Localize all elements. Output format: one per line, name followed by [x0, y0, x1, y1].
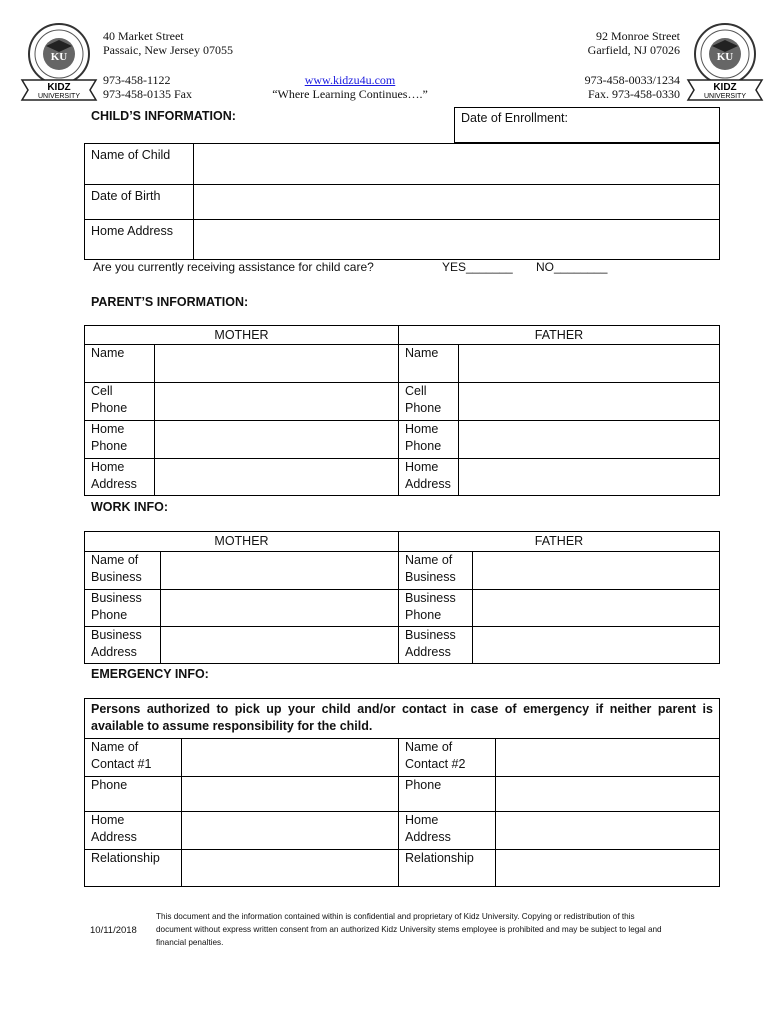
- father-name-label: Name: [399, 345, 459, 383]
- father-column-header: FATHER: [399, 326, 720, 345]
- work-mother-column-header: MOTHER: [85, 532, 399, 552]
- contact1-phone-label: Phone: [85, 777, 182, 812]
- emergency-info-table: [84, 698, 720, 887]
- father-cell-phone-field[interactable]: [459, 383, 720, 421]
- name-of-child-label: Name of Child: [85, 144, 194, 185]
- left-fax: 973-458-0135 Fax: [103, 87, 192, 101]
- contact2-relationship-label: Relationship: [399, 850, 496, 887]
- work-info-heading: WORK INFO:: [91, 500, 169, 514]
- assistance-question: Are you currently receiving assistance for child care?: [93, 260, 374, 274]
- date-of-enrollment-label: Date of Enrollment:: [461, 111, 568, 125]
- home-address-field[interactable]: [194, 220, 720, 260]
- parents-information-heading: PARENT’S INFORMATION:: [91, 295, 249, 309]
- child-info-table: [84, 143, 720, 260]
- mother-business-address-field[interactable]: [161, 627, 399, 664]
- right-phones: [585, 73, 680, 101]
- father-home-phone-label: Home Phone: [399, 421, 459, 459]
- left-address: [103, 29, 233, 57]
- name-of-child-field[interactable]: [194, 144, 720, 185]
- childs-information-heading: CHILD’S INFORMATION:: [91, 109, 236, 123]
- mother-cell-phone-field[interactable]: [155, 383, 399, 421]
- svg-text:KU: KU: [716, 51, 734, 63]
- kidz-university-logo-right: [682, 18, 768, 104]
- logo-subtext: UNIVERSITY: [703, 93, 747, 100]
- father-business-address-label: Business Address: [399, 627, 473, 664]
- website-link[interactable]: www.kidzu4u.com: [304, 73, 396, 87]
- mother-business-address-label: Business Address: [85, 627, 161, 664]
- right-fax: Fax. 973-458-0330: [588, 87, 680, 101]
- left-city: Passaic, New Jersey 07055: [103, 43, 233, 57]
- contact2-relationship-field[interactable]: [496, 850, 720, 887]
- father-home-phone-field[interactable]: [459, 421, 720, 459]
- mother-home-phone-label: Home Phone: [85, 421, 155, 459]
- date-of-birth-label: Date of Birth: [85, 185, 194, 220]
- contact2-phone-field[interactable]: [496, 777, 720, 812]
- slogan: “Where Learning Continues….”: [272, 87, 428, 101]
- contact2-name-field[interactable]: [496, 739, 720, 777]
- father-home-address-label: Home Address: [399, 459, 459, 496]
- mother-home-address-field[interactable]: [155, 459, 399, 496]
- contact1-address-field[interactable]: [182, 812, 399, 850]
- right-street: 92 Monroe Street: [596, 29, 680, 43]
- contact2-name-label: Name of Contact #2: [399, 739, 496, 777]
- contact1-relationship-label: Relationship: [85, 850, 182, 887]
- svg-text:KU: KU: [50, 51, 68, 63]
- contact2-address-label: Home Address: [399, 812, 496, 850]
- mother-business-name-field[interactable]: [161, 552, 399, 590]
- mother-name-field[interactable]: [155, 345, 399, 383]
- website-block: [240, 73, 460, 101]
- emergency-info-heading: EMERGENCY INFO:: [91, 667, 209, 681]
- father-business-phone-label: Business Phone: [399, 590, 473, 627]
- father-name-field[interactable]: [459, 345, 720, 383]
- father-cell-phone-label: Cell Phone: [399, 383, 459, 421]
- contact1-name-field[interactable]: [182, 739, 399, 777]
- logo-text: KIDZ: [47, 82, 71, 93]
- assistance-no[interactable]: NO________: [536, 260, 608, 274]
- date-of-birth-field[interactable]: [194, 185, 720, 220]
- father-business-phone-field[interactable]: [473, 590, 720, 627]
- work-info-table: [84, 531, 720, 664]
- contact1-phone-field[interactable]: [182, 777, 399, 812]
- logo-subtext: UNIVERSITY: [37, 93, 81, 100]
- contact2-address-field[interactable]: [496, 812, 720, 850]
- father-business-name-label: Name of Business: [399, 552, 473, 590]
- footer-date: 10/11/2018: [90, 925, 137, 936]
- right-city: Garfield, NJ 07026: [587, 43, 680, 57]
- father-home-address-field[interactable]: [459, 459, 720, 496]
- right-phone: 973-458-0033/1234: [584, 73, 680, 87]
- mother-home-address-label: Home Address: [85, 459, 155, 496]
- father-business-name-field[interactable]: [473, 552, 720, 590]
- mother-home-phone-field[interactable]: [155, 421, 399, 459]
- date-of-enrollment-field[interactable]: [454, 107, 720, 143]
- contact1-relationship-field[interactable]: [182, 850, 399, 887]
- emergency-instruction: Persons authorized to pick up your child and/or contact in case of emergency if neither parent is available to assume responsibility for the child.: [85, 699, 720, 739]
- mother-column-header: MOTHER: [85, 326, 399, 345]
- footer-notice: This document and the information contained within is confidential and proprietary of Kidz University. Copying or redistribution of this document without express written consent from an authorized Kidz University stems employee is prohibited and may be subject to legal and financial penalties.: [156, 912, 662, 947]
- parent-info-table: [84, 325, 720, 496]
- home-address-label: Home Address: [85, 220, 194, 260]
- mother-cell-phone-label: Cell Phone: [85, 383, 155, 421]
- assistance-yes[interactable]: YES_______: [442, 260, 513, 274]
- mother-business-phone-field[interactable]: [161, 590, 399, 627]
- father-business-address-field[interactable]: [473, 627, 720, 664]
- contact1-address-label: Home Address: [85, 812, 182, 850]
- mother-name-label: Name: [85, 345, 155, 383]
- mother-business-name-label: Name of Business: [85, 552, 161, 590]
- left-street: 40 Market Street: [103, 29, 184, 43]
- mother-business-phone-label: Business Phone: [85, 590, 161, 627]
- kidz-university-logo-left: [16, 18, 102, 104]
- left-phones: [103, 73, 192, 101]
- left-phone: 973-458-1122: [103, 73, 171, 87]
- logo-text: KIDZ: [713, 82, 737, 93]
- contact2-phone-label: Phone: [399, 777, 496, 812]
- contact1-name-label: Name of Contact #1: [85, 739, 182, 777]
- work-father-column-header: FATHER: [399, 532, 720, 552]
- right-address: [588, 29, 680, 57]
